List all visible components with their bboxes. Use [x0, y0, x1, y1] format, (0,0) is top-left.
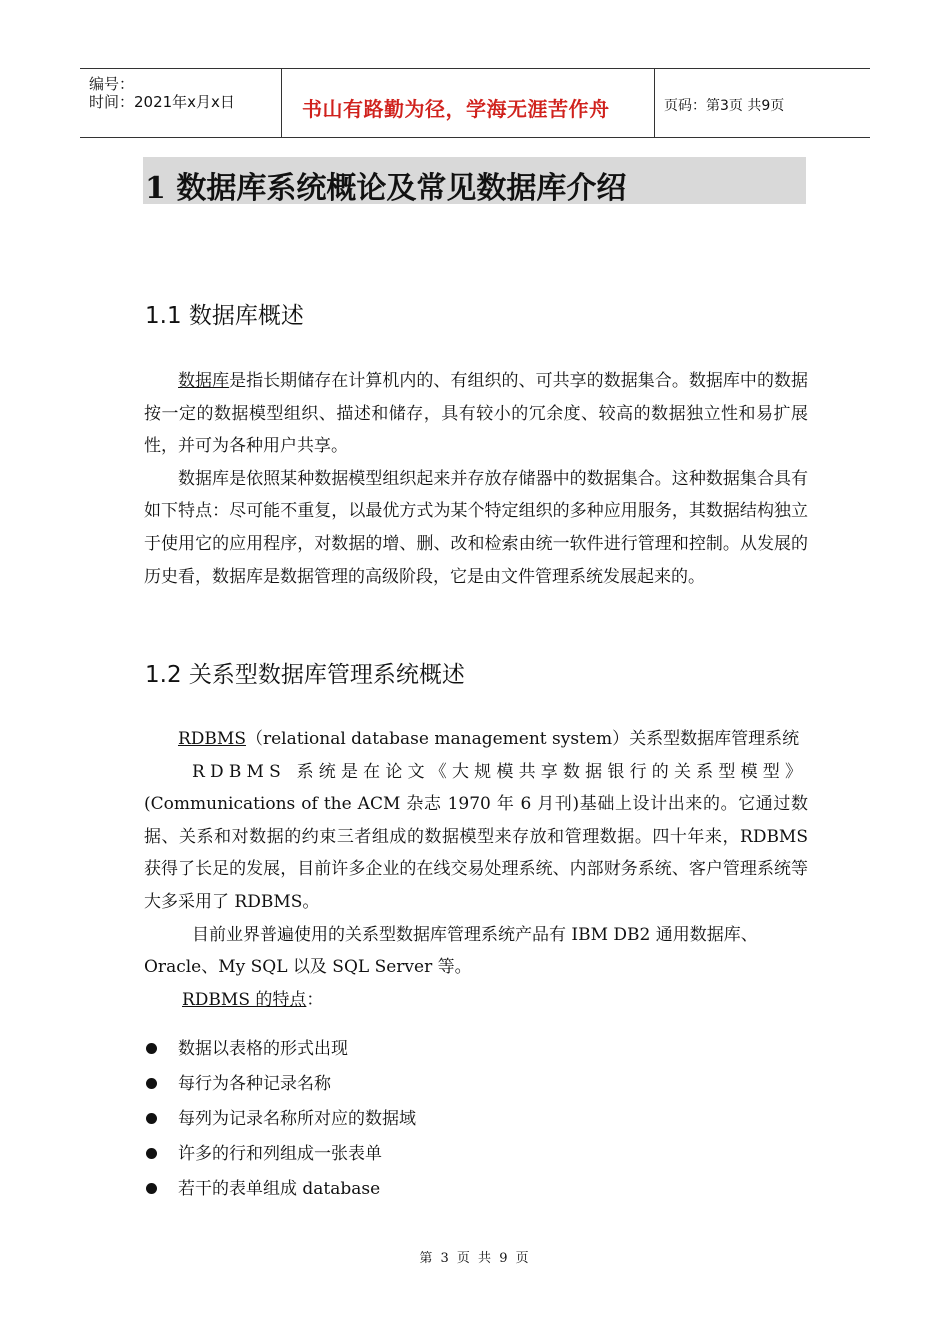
paragraph-text: （relational database management system）关系型数据库管理系统 [245, 729, 800, 749]
paragraph-line: Oracle、My SQL 以及 SQL Server 等。 [144, 957, 472, 978]
list-item-text: 每行为各种记录名称 [178, 1074, 331, 1094]
document-title: 1 数据库系统概论及常见数据库介绍 [145, 171, 627, 206]
paragraph [144, 365, 808, 463]
page-info: 页码：第3页 共9页 [664, 98, 785, 114]
bullet-icon [146, 1078, 157, 1089]
paragraph-line: 目前业界普遍使用的关系型数据库管理系统产品有 IBM DB2 通用数据库、 [192, 924, 758, 945]
list-item [144, 1102, 416, 1137]
list-item-text: 许多的行和列组成一张表单 [178, 1144, 382, 1164]
paragraph: 数据库是依照某种数据模型组织起来并存放存储器中的数据集合。这种数据集合具有如下特点：尽可能不重复，以最优方式为某个特定组织的多种应用服务，其数据结构独立于使用它的应用程序，对数据的增、删、改和检索由统一软件进行管理和控制。从发展的历史看，数据库是数据管理的高级阶段，它是由文件管理系统发展起来的。 [144, 468, 808, 587]
section-1-1-body [144, 365, 808, 593]
features-heading [144, 984, 808, 1017]
header-motto-cell [282, 69, 655, 137]
paragraph: (Communications of the ACM 杂志 1970 年 6 月刊)基础上设计出来的。它通过数据、关系和对数据的约束三者组成的数据模型来存放和管理数据。四十年来，RDBMS 获得了长足的发展，目前许多企业的在线交易处理系统、内部财务系统、客户管理系统等大多采用了 RDBMS。 [144, 794, 808, 912]
paragraph [144, 723, 808, 756]
list-item [144, 1137, 416, 1172]
term-rdbms-features-link[interactable]: RDBMS 的特点 [182, 989, 307, 1010]
list-item [144, 1172, 416, 1207]
number-label: 编号： [89, 75, 135, 93]
list-item-text: 数据以表格的形式出现 [178, 1039, 348, 1059]
page-footer: 第 3 页 共 9 页 [419, 1251, 531, 1266]
list-item-text: 每列为记录名称所对应的数据域 [178, 1109, 416, 1129]
date-label: 时间：2021年x月x日 [89, 93, 235, 111]
features-colon: ： [306, 989, 324, 1010]
features-list [144, 1032, 416, 1207]
term-rdbms-link[interactable]: RDBMS [178, 729, 246, 749]
motto: 书山有路勤为径，学海无涯苦作舟 [302, 97, 610, 121]
bullet-icon [146, 1113, 157, 1124]
bullet-icon [146, 1183, 157, 1194]
section-1-2-body [144, 723, 808, 1016]
bullet-icon [146, 1043, 157, 1054]
section-heading-1-2: 1.2 关系型数据库管理系统概述 [145, 662, 465, 688]
list-item [144, 1032, 416, 1067]
page-header [80, 68, 870, 138]
paragraph-text: 是指长期储存在计算机内的、有组织的、可共享的数据集合。数据库中的数据按一定的数据模型组织、描述和储存，具有较小的冗余度、较高的数据独立性和易扩展性，并可为各种用户共享。 [144, 371, 809, 457]
section-heading-1-1: 1.1 数据库概述 [145, 303, 304, 329]
header-meta-cell [80, 69, 282, 137]
header-page-cell [655, 69, 870, 137]
document-title-box [143, 157, 806, 204]
list-item [144, 1067, 416, 1102]
term-database-link[interactable]: 数据库 [178, 371, 230, 391]
bullet-icon [146, 1148, 157, 1159]
list-item-text: 若干的表单组成 database [178, 1179, 381, 1199]
paragraph-line: RDBMS 系统是在论文《大规模共享数据银行的关系型模型》 [192, 761, 808, 782]
